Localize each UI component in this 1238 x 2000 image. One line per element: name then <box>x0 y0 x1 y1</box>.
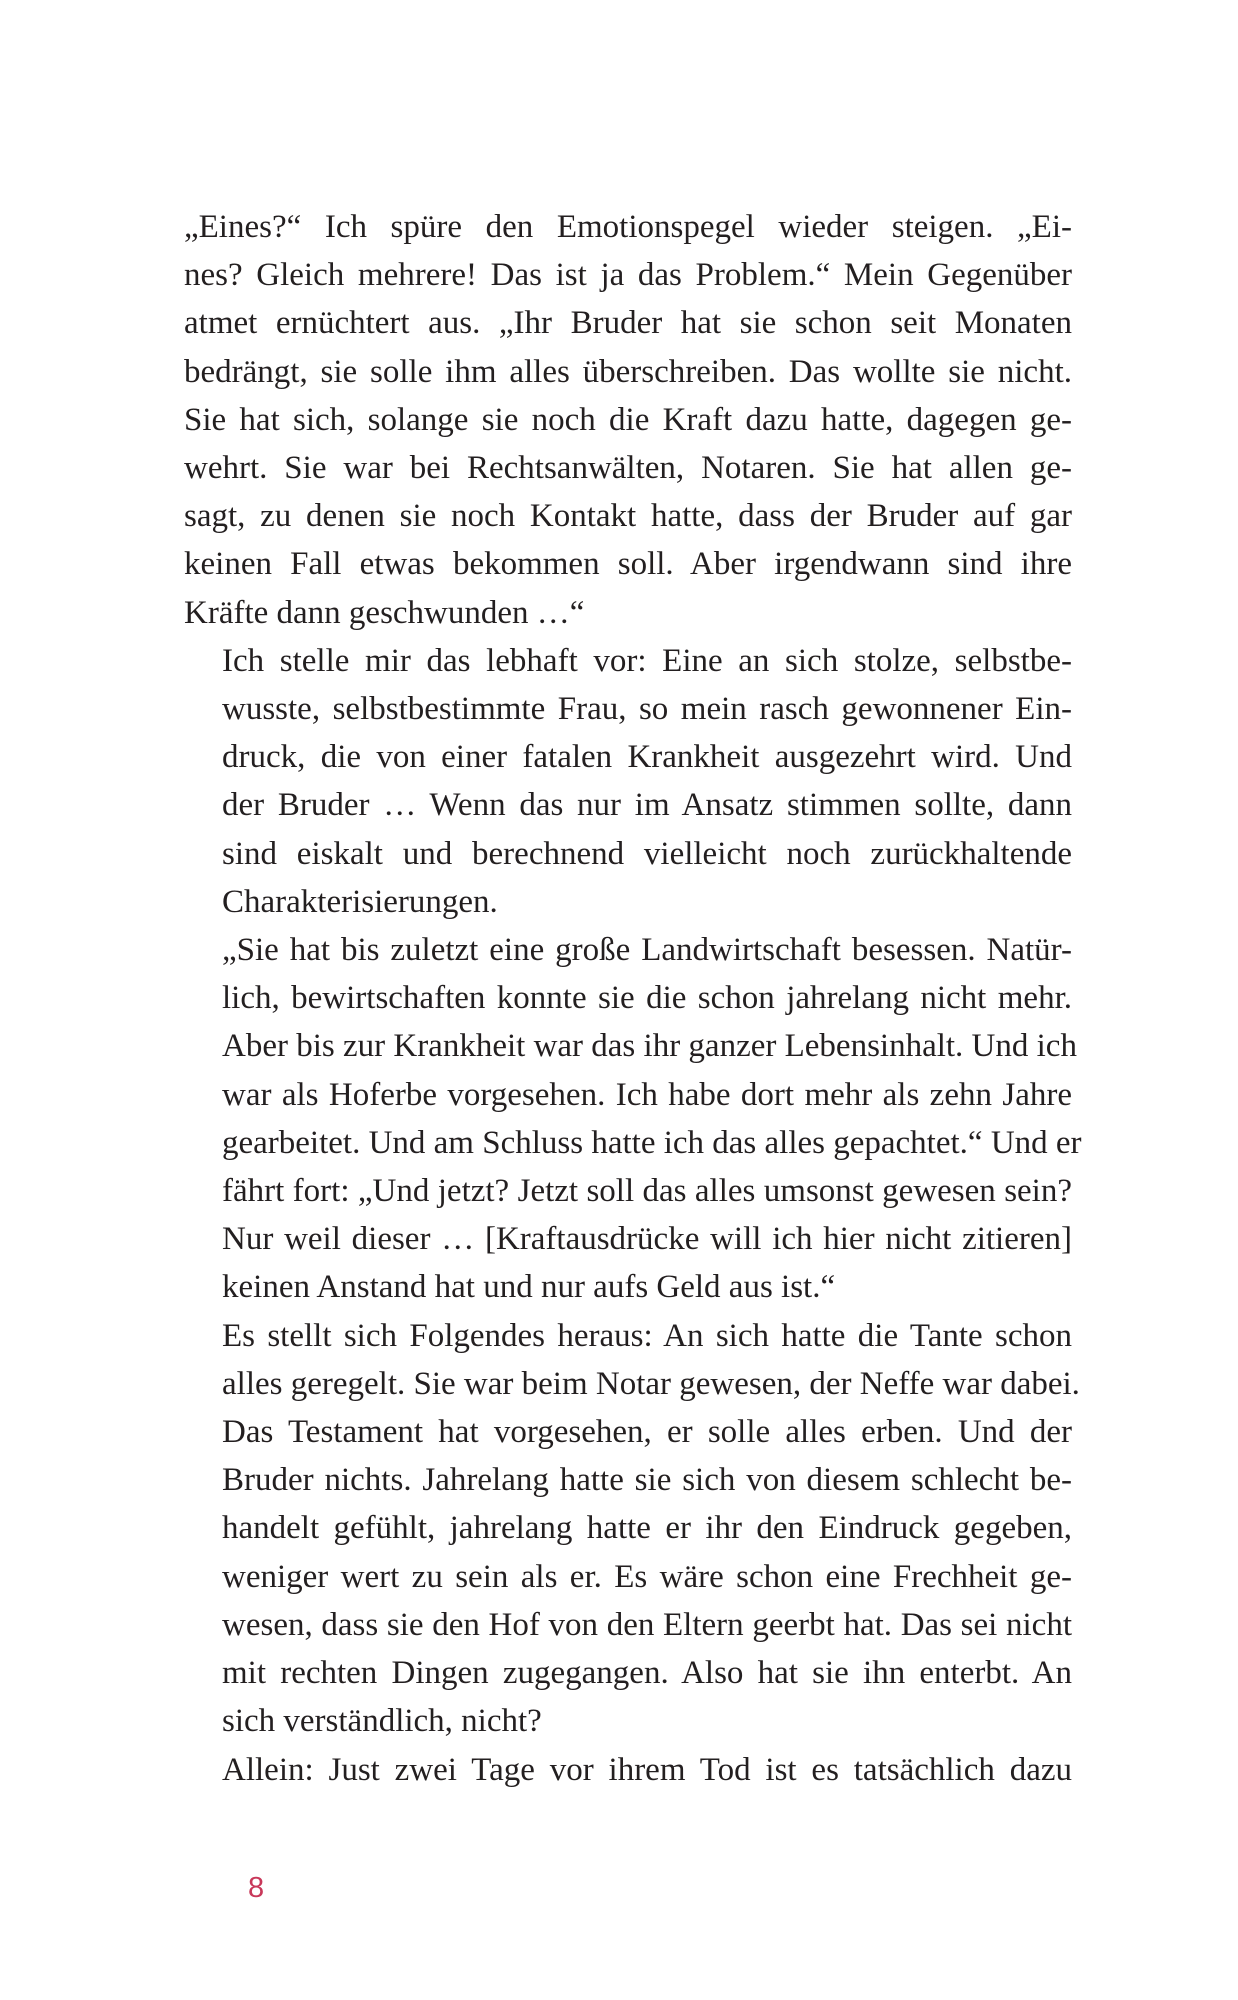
text-line: weniger wert zu sein als er. Es wäre schon eine Frechheit ge- <box>222 1558 1072 1595</box>
text-line: Das Testament hat vorgesehen, er solle alles erben. Und der <box>222 1414 1072 1451</box>
text-line: gearbeitet. Und am Schluss hatte ich das alles gepachtet.“ Und er <box>222 1124 1082 1161</box>
paragraph <box>184 203 1072 637</box>
text-line: wusste, selbstbestimmte Frau, so mein rasch gewonnener Ein- <box>222 691 1072 728</box>
text-line: Bruder nichts. Jahrelang hatte sie sich von diesem schlecht be- <box>222 1462 1072 1499</box>
paragraph <box>184 1746 1072 1794</box>
text-line: nes? Gleich mehrere! Das ist ja das Problem.“ Mein Gegenüber <box>184 257 1072 294</box>
text-line: sich verständlich, nicht? <box>222 1703 542 1740</box>
paragraph <box>184 926 1082 1312</box>
text-line: sagt, zu denen sie noch Kontakt hatte, dass der Bruder auf gar <box>184 498 1072 535</box>
text-line: fährt fort: „Und jetzt? Jetzt soll das alles umsonst gewesen sein? <box>222 1173 1072 1210</box>
text-line: sind eiskalt und berechnend vielleicht noch zurückhaltende <box>222 835 1072 872</box>
text-line: Charakterisierungen. <box>222 883 498 920</box>
text-line: Es stellt sich Folgendes heraus: An sich hatte die Tante schon <box>222 1317 1072 1354</box>
text-line: Aber bis zur Krankheit war das ihr ganzer Lebensinhalt. Und ich <box>222 1028 1077 1065</box>
text-line: Kräfte dann geschwunden …“ <box>184 594 585 631</box>
text-line: alles geregelt. Sie war beim Notar gewesen, der Neffe war dabei. <box>222 1365 1080 1402</box>
text-line: wesen, dass sie den Hof von den Eltern geerbt hat. Das sei nicht <box>222 1606 1072 1643</box>
text-line: lich, bewirtschaften konnte sie die schon jahrelang nicht mehr. <box>222 980 1072 1017</box>
text-line: Ich stelle mir das lebhaft vor: Eine an sich stolze, selbstbe- <box>222 642 1072 679</box>
text-line: keinen Anstand hat und nur aufs Geld aus ist.“ <box>222 1269 836 1306</box>
text-line: atmet ernüchtert aus. „Ihr Bruder hat sie schon seit Monaten <box>184 305 1072 342</box>
text-line: Nur weil dieser … [Kraftausdrücke will ich hier nicht zitieren] <box>222 1221 1072 1258</box>
text-line: Allein: Just zwei Tage vor ihrem Tod ist es tatsächlich dazu <box>222 1751 1072 1788</box>
text-line: wehrt. Sie war bei Rechtsanwälten, Notaren. Sie hat allen ge- <box>184 450 1072 487</box>
text-line: druck, die von einer fatalen Krankheit ausgezehrt wird. Und <box>222 739 1072 776</box>
text-line: „Sie hat bis zuletzt eine große Landwirtschaft besessen. Natür- <box>222 932 1072 969</box>
text-line: Sie hat sich, solange sie noch die Kraft dazu hatte, dagegen ge- <box>184 401 1072 438</box>
page-number: 8 <box>248 1872 265 1904</box>
body-text <box>184 203 1082 1794</box>
paragraph <box>184 1312 1080 1746</box>
text-line: „Eines?“ Ich spüre den Emotionspegel wieder steigen. „Ei- <box>184 209 1072 245</box>
text-line: mit rechten Dingen zugegangen. Also hat sie ihn enterbt. An <box>222 1655 1072 1692</box>
text-line: der Bruder … Wenn das nur im Ansatz stimmen sollte, dann <box>222 787 1072 824</box>
text-line: war als Hoferbe vorgesehen. Ich habe dort mehr als zehn Jahre <box>222 1076 1072 1113</box>
text-line: handelt gefühlt, jahrelang hatte er ihr den Eindruck gegeben, <box>222 1510 1072 1547</box>
text-line: keinen Fall etwas bekommen soll. Aber irgendwann sind ihre <box>184 546 1072 583</box>
paragraph <box>184 637 1072 926</box>
text-line: bedrängt, sie solle ihm alles überschreiben. Das wollte sie nicht. <box>184 353 1072 390</box>
